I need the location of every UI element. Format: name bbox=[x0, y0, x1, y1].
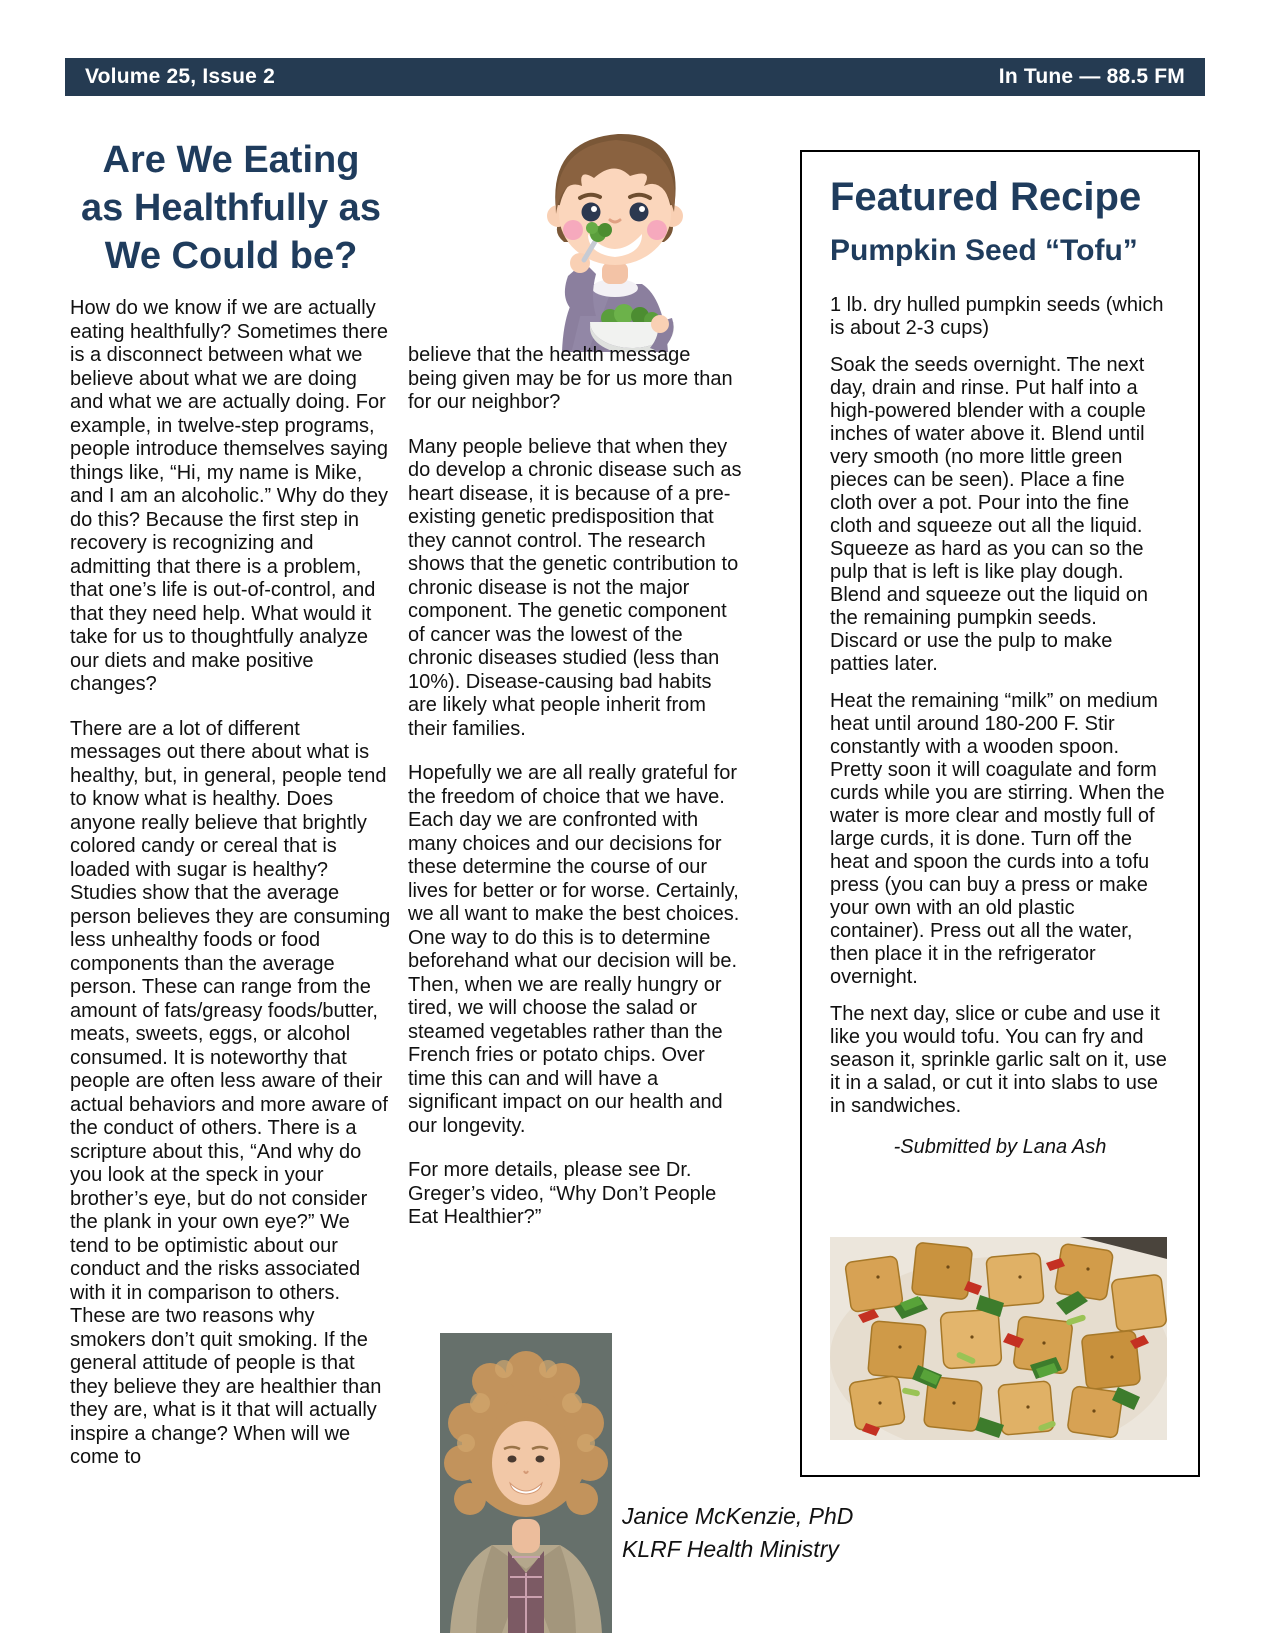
author-affiliation: KLRF Health Ministry bbox=[622, 1536, 839, 1562]
article-column-2 bbox=[408, 344, 742, 1251]
issue-label: Volume 25, Issue 2 bbox=[85, 65, 275, 88]
boy-illustration-svg bbox=[492, 112, 732, 352]
recipe-byline: -Submitted by Lana Ash bbox=[893, 1136, 1107, 1158]
recipe-paragraph: Soak the seeds overnight. The next day, drain and rinse. Put half into a high-powered blender with a couple inches of water above it. Blend until very smooth (no more little green pieces can be seen). Place a fine cloth over a pot. Pour into the fine cloth and squeeze out all the liquid. Squeeze as hard as you can so the pulp that is left is like play dough. Blend and squeeze out the liquid on the remaining pumpkin seeds. Discard or use the pulp to make patties later. bbox=[830, 354, 1149, 675]
recipe-paragraph: 1 lb. dry hulled pumpkin seeds (which is about 2-3 cups) bbox=[830, 294, 1164, 339]
recipe-paragraph: The next day, slice or cube and use it like you would tofu. You can fry and season it, sprinkle garlic salt on it, use it in a salad, or cut it into slabs to use in sandwiches. bbox=[830, 1003, 1167, 1117]
article-paragraph: There are a lot of different messages out there about what is healthy, but, in general, people tend to know what is healthy. Does anyone really believe that brightly colored candy or cereal that is loaded with sugar is healthy? Studies show that the average person believes they are consuming less unhealthy foods or food components than the average person. These can range from the amount of fats/greasy foods/butter, meats, sweets, eggs, or alcohol consumed. It is noteworthy that people are often less aware of their actual behaviors and more aware of the conduct of others. There is a scripture about this, “And why do you look at the speck in your brother’s eye, but do not consider the plank in your own eye?” We tend to be optimistic about our conduct and the risks associated with it in comparison to others. These are two reasons why smokers don’t quit smoking. If the general attitude of people is that they believe they are healthier than they are, what is it that will actually inspire a change? When will we come to bbox=[70, 717, 391, 1468]
article-title bbox=[68, 136, 394, 280]
boy-eating-broccoli-illustration bbox=[492, 112, 732, 352]
author-name: Janice McKenzie, PhD bbox=[622, 1503, 854, 1529]
article-title-line: as Healthfully as bbox=[81, 187, 381, 229]
article-title-line: Are We Eating bbox=[102, 139, 360, 181]
janice-mckenzie-portrait-photo bbox=[440, 1333, 612, 1633]
recipe-heading: Featured Recipe bbox=[830, 175, 1142, 219]
header-bar bbox=[65, 58, 1205, 96]
article-paragraph: For more details, please see Dr. Greger’s video, “Why Don’t People Eat Healthier?” bbox=[408, 1159, 717, 1228]
article-paragraph: Many people believe that when they do develop a chronic disease such as heart disease, it is because of a pre-existing genetic predisposition that they cannot control. The research shows that the genetic contribution to chronic disease is not the major component. The genetic component of cancer was the lowest of the chronic diseases studied (less than 10%). Disease-causing bad habits are likely what people inherit from their families. bbox=[408, 435, 742, 740]
article-paragraph: Hopefully we are all really grateful for the freedom of choice that we have. Each day we are confronted with many choices and our decisions for these determine the course of our lives for better or for worse. Certainly, we all want to make the best choices. One way to do this is to determine beforehand what our decision will be. Then, when we are really hungry or tired, we will choose the salad or steamed vegetables rather than the French fries or potato chips. Over time this can and will have a significant impact on our health and our longevity. bbox=[408, 762, 740, 1137]
pumpkin-seed-tofu-dish-photo bbox=[830, 1237, 1167, 1440]
recipe-subheading: Pumpkin Seed “Tofu” bbox=[830, 234, 1138, 267]
author-caption bbox=[622, 1500, 902, 1566]
article-paragraph: How do we know if we are actually eating healthfully? Sometimes there is a disconnect between what we believe about what we are doing and what we are actually doing. For example, in twelve-step programs, people introduce themselves saying things like, “Hi, my name is Mike, and I am an alcoholic.” Why do they do this? Because the first step in recovery is recognizing and admitting that there is a problem, that one’s life is out-of-control, and that they need help. What would it take for us to thoughtfully analyze our diets and make positive changes? bbox=[70, 297, 388, 695]
article-column-1 bbox=[70, 297, 392, 1491]
featured-recipe-box bbox=[800, 150, 1200, 1477]
recipe-paragraph: Heat the remaining “milk” on medium heat until around 180-200 F. Stir constantly with a wooden spoon. Pretty soon it will coagulate and form curds while you are stirring. When the water is more clear and mostly full of large curds, it is done. Turn off the heat and spoon the curds into a tofu press (you can buy a press or make your own with an old plastic container). Press out all the water, then place it in the refrigerator overnight. bbox=[830, 690, 1165, 988]
tofu-photo-svg bbox=[830, 1237, 1167, 1440]
article-title-line: We Could be? bbox=[104, 235, 358, 277]
station-label: In Tune — 88.5 FM bbox=[998, 65, 1185, 88]
author-photo-svg bbox=[440, 1333, 612, 1633]
article-paragraph: believe that the health message being given may be for us more than for our neighbor? bbox=[408, 344, 733, 413]
